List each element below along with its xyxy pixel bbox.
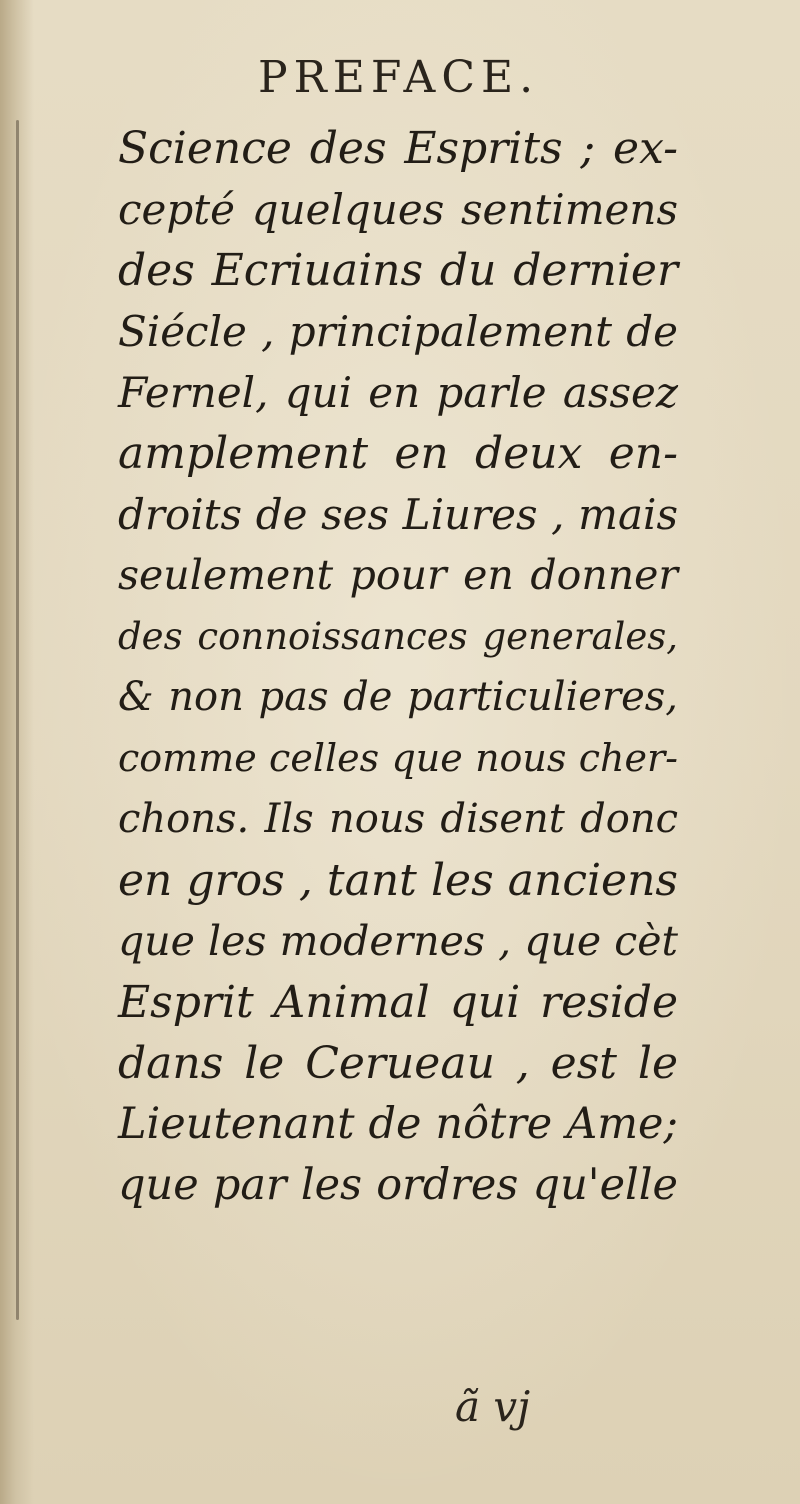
text-line: chons. Ils nous disent donc bbox=[118, 796, 678, 842]
text-line: des Ecriuains du dernier bbox=[118, 245, 678, 296]
text-line: Esprit Animal qui reside bbox=[118, 977, 678, 1028]
text-line: amplement en deux en- bbox=[118, 428, 678, 479]
text-line: cepté quelques sentimens bbox=[118, 185, 678, 234]
text-line: que par les ordres qu'elle bbox=[118, 1160, 678, 1210]
text-line: Lieutenant de nôtre Ame; bbox=[118, 1099, 678, 1149]
text-line: Fernel, qui en parle assez bbox=[118, 368, 678, 417]
text-line: dans le Cerueau , est le bbox=[118, 1038, 678, 1089]
body-text bbox=[118, 118, 678, 1216]
text-line: en gros , tant les anciens bbox=[118, 855, 678, 906]
text-line: droits de ses Liures , mais bbox=[118, 490, 678, 539]
text-line: des connoissances generales, bbox=[118, 615, 678, 658]
text-line: & non pas de particulieres, bbox=[118, 674, 678, 720]
text-line: Science des Esprits ; ex- bbox=[118, 123, 678, 174]
text-line: seulement pour en donner bbox=[118, 551, 678, 599]
running-head: PREFACE. bbox=[258, 52, 540, 103]
spine-crease bbox=[16, 120, 19, 1320]
text-line: comme celles que nous cher- bbox=[118, 736, 678, 780]
signature-mark: ã vj bbox=[455, 1382, 531, 1431]
text-line: que les modernes , que cèt bbox=[118, 917, 678, 965]
text-line: Siécle , principalement de bbox=[118, 307, 678, 356]
